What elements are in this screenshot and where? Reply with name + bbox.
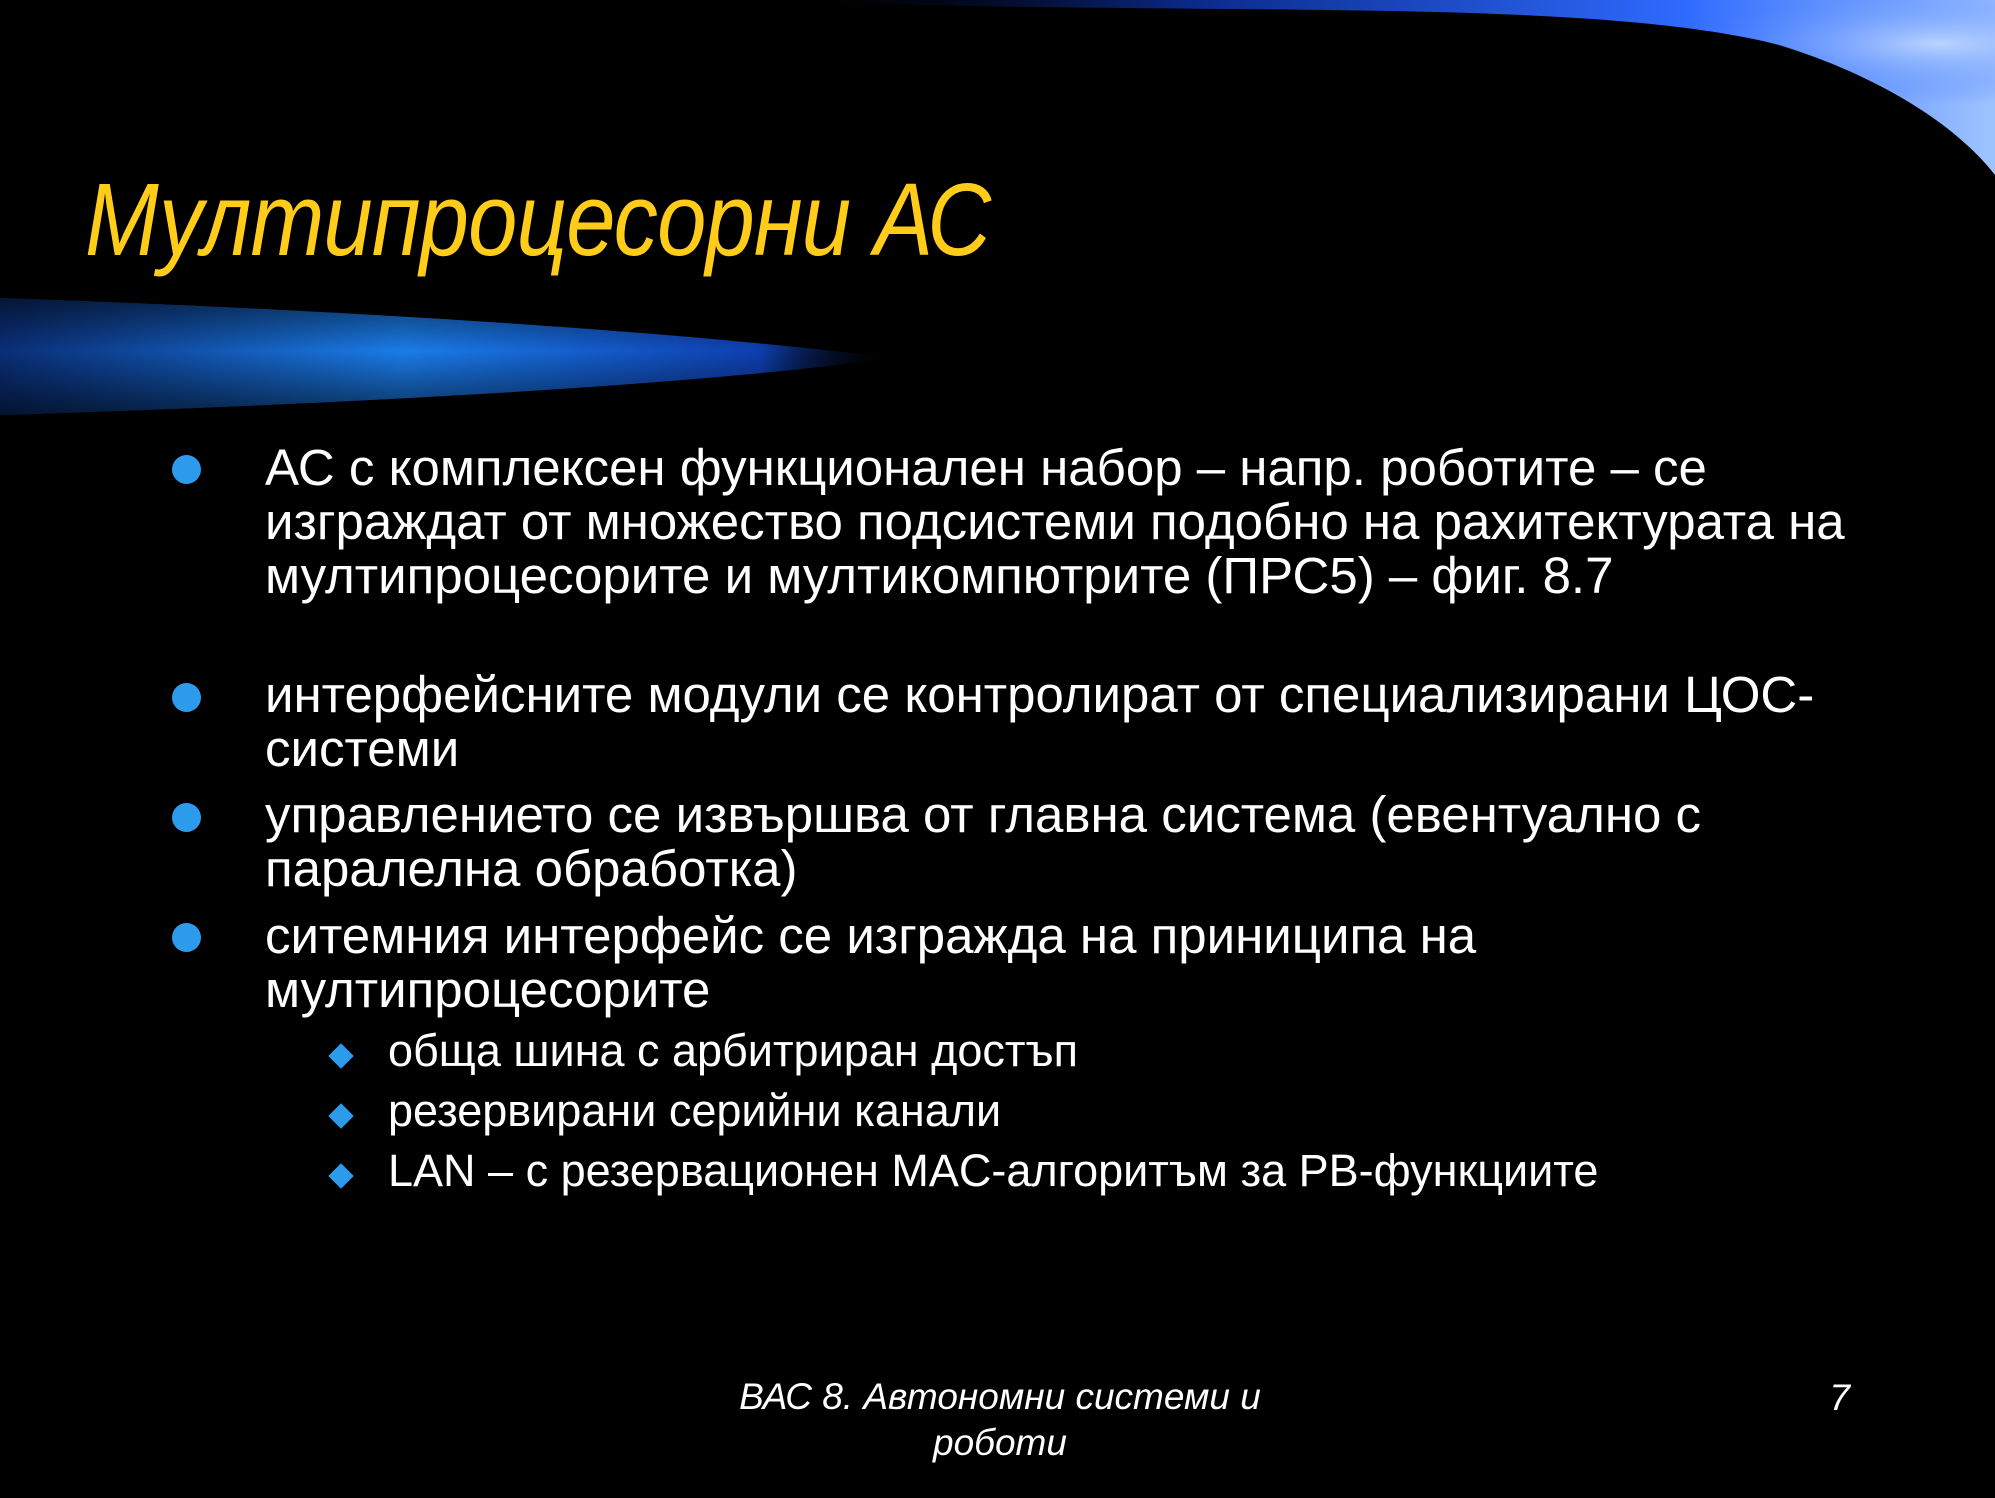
slide-title: Мултипроцесорни АС — [85, 162, 991, 277]
circle-bullet-icon — [172, 803, 201, 832]
bullet-item: управлението се извършва от главна система (евентуално с паралелна обработка) — [265, 786, 1702, 897]
footer-line: роботи — [933, 1422, 1067, 1463]
slide-footer — [690, 1374, 1310, 1466]
sub-bullet-item: LAN – с резервационен MAC-алгоритъм за РВ-функциите — [388, 1145, 1599, 1196]
circle-bullet-icon — [172, 923, 201, 952]
page-number: 7 — [1829, 1377, 1850, 1418]
bullet-item: ситемния интерфейс се изгражда на приниципа на мултипроцесорите — [265, 907, 1477, 1018]
bullet-item: интерфейсните модули се контролират от специализирани ЦОС-системи — [265, 666, 1815, 777]
sub-bullet-item: обща шина с арбитриран достъп — [388, 1025, 1079, 1076]
footer-line: ВАС 8. Автономни системи и — [739, 1376, 1261, 1417]
sub-bullet-item: резервирани серийни канали — [388, 1085, 1002, 1136]
bullet-item: АС с комплексен функционален набор – напр. роботите – се изграждат от множество подсистеми подобно на рахитектурата на мултипроцесорите и мултикомпютрите (ПРС5) – фиг. 8.7 — [265, 439, 1845, 604]
circle-bullet-icon — [172, 455, 201, 484]
circle-bullet-icon — [172, 683, 201, 712]
